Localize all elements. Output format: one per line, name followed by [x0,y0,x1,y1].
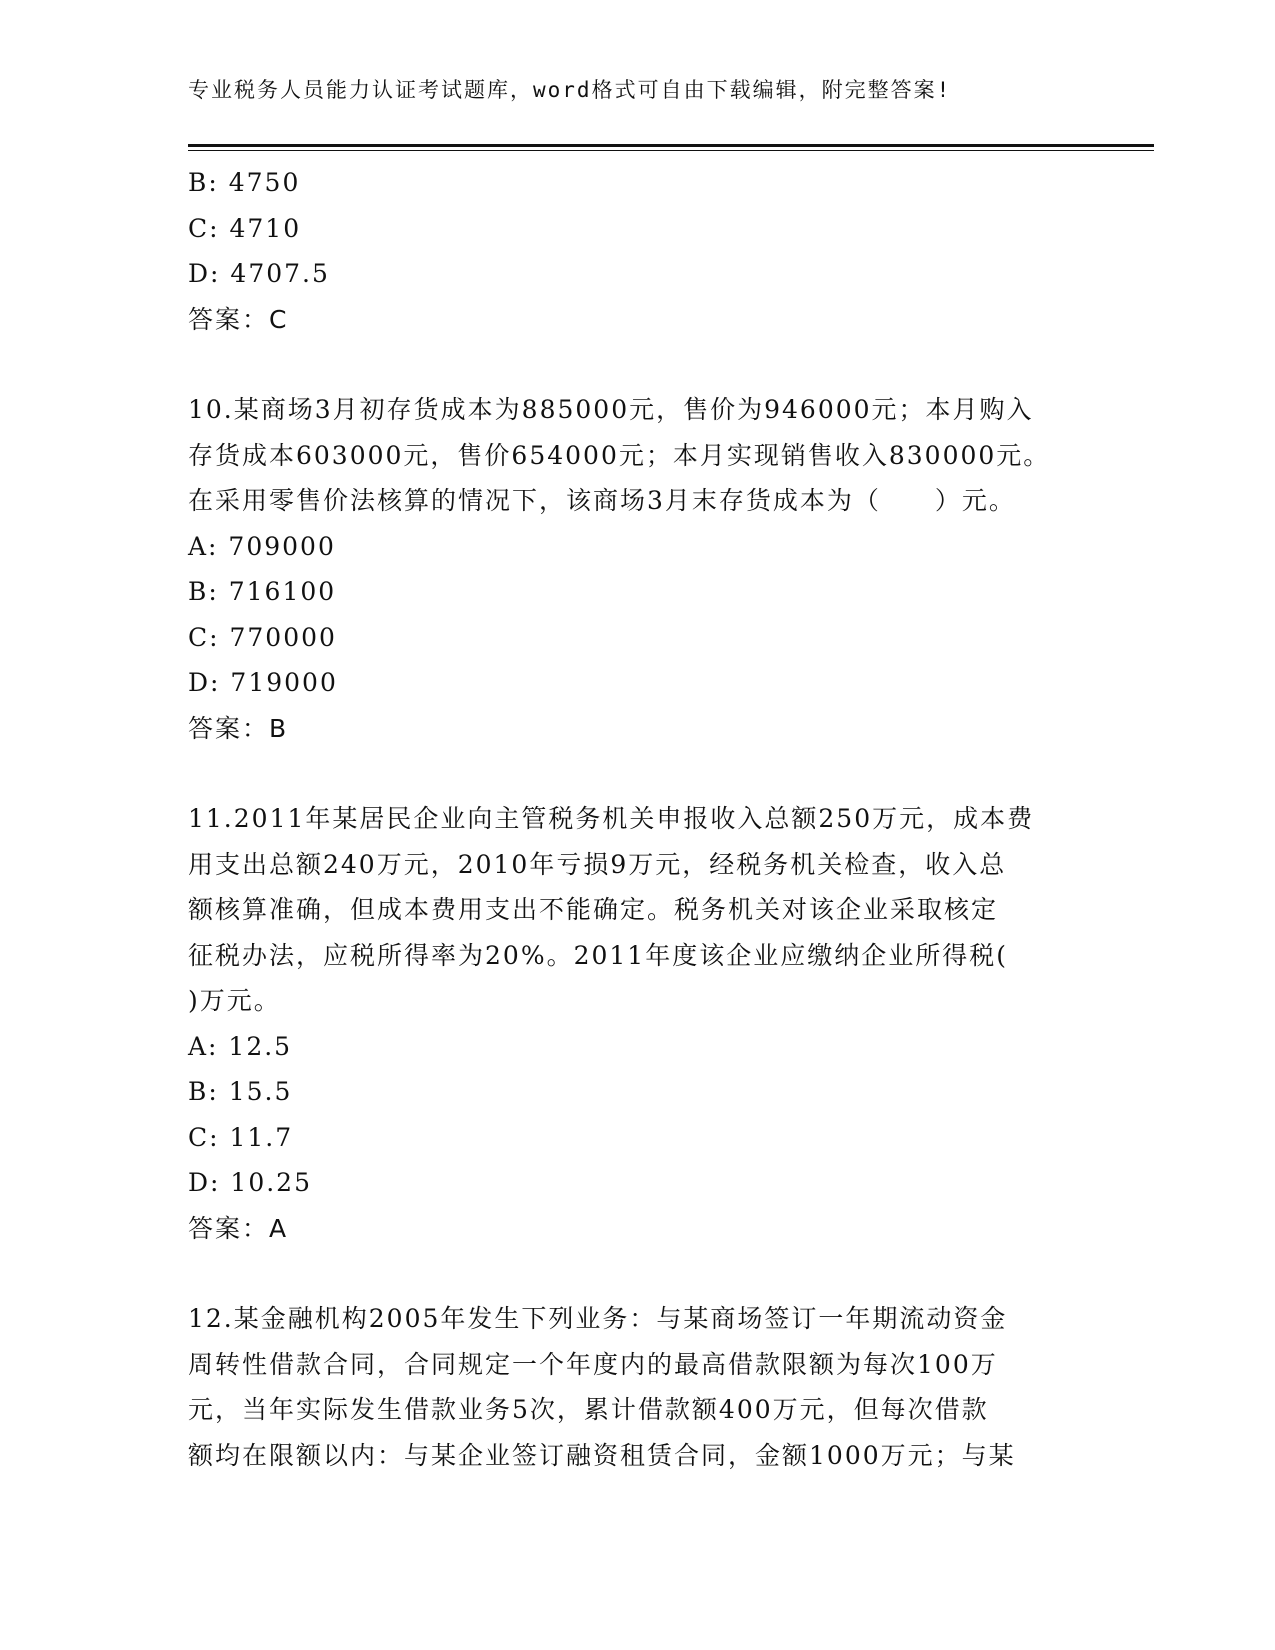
spacer [188,1251,1088,1296]
option-b: B: 4750 [188,168,301,197]
question-12-stem-line: 额均在限额以内：与某企业签订融资租赁合同，金额1000万元；与某 [188,1440,1016,1470]
option-d: D: 719000 [188,668,338,697]
question-12-stem-line: 12.某金融机构2005年发生下列业务：与某商场签订一年期流动资金 [188,1304,1008,1333]
option-a: A: 709000 [188,531,336,561]
option-c: C: 770000 [188,622,337,652]
page-header: 专业税务人员能力认证考试题库，word格式可自由下载编辑，附完整答案! [188,78,952,102]
option-c: C: 11.7 [188,1122,294,1152]
option-b: B: 15.5 [188,1077,293,1106]
question-12-stem-line: 元，当年实际发生借款业务5次，累计借款额400万元，但每次借款 [188,1395,989,1424]
question-10-stem-line: 存货成本603000元，售价654000元；本月实现销售收入830000元。 [188,440,1051,470]
question-10-stem-line: 在采用零售价法核算的情况下，该商场3月末存货成本为（ ）元。 [188,486,1016,515]
answer-line: 答案：C [188,304,289,334]
option-b: B: 716100 [188,577,337,606]
question-11-stem-line: )万元。 [188,986,281,1015]
question-11-stem-line: 征税办法，应税所得率为20%。2011年度该企业应缴纳企业所得税( [188,940,1008,970]
spacer [188,751,1088,796]
header-rule-thin [188,150,1154,151]
answer-line: 答案：B [188,713,289,743]
question-12-stem-line: 周转性借款合同，合同规定一个年度内的最高借款限额为每次100万 [188,1349,998,1379]
header-rule-thick [188,144,1154,147]
spacer [188,342,1088,387]
question-11-stem-line: 11.2011年某居民企业向主管税务机关申报收入总额250万元，成本费 [188,804,1035,833]
option-a: A: 12.5 [188,1031,293,1061]
option-d: D: 4707.5 [188,259,330,288]
option-c: C: 4710 [188,213,302,243]
question-11-stem-line: 用支出总额240万元，2010年亏损9万元，经税务机关检查，收入总 [188,849,1007,879]
answer-line: 答案：A [188,1213,289,1243]
option-d: D: 10.25 [188,1168,312,1197]
question-content [188,160,1088,1478]
question-10-stem-line: 10.某商场3月初存货成本为885000元，售价为946000元；本月购入 [188,395,1034,424]
question-11-stem-line: 额核算准确，但成本费用支出不能确定。税务机关对该企业采取核定 [188,895,999,924]
